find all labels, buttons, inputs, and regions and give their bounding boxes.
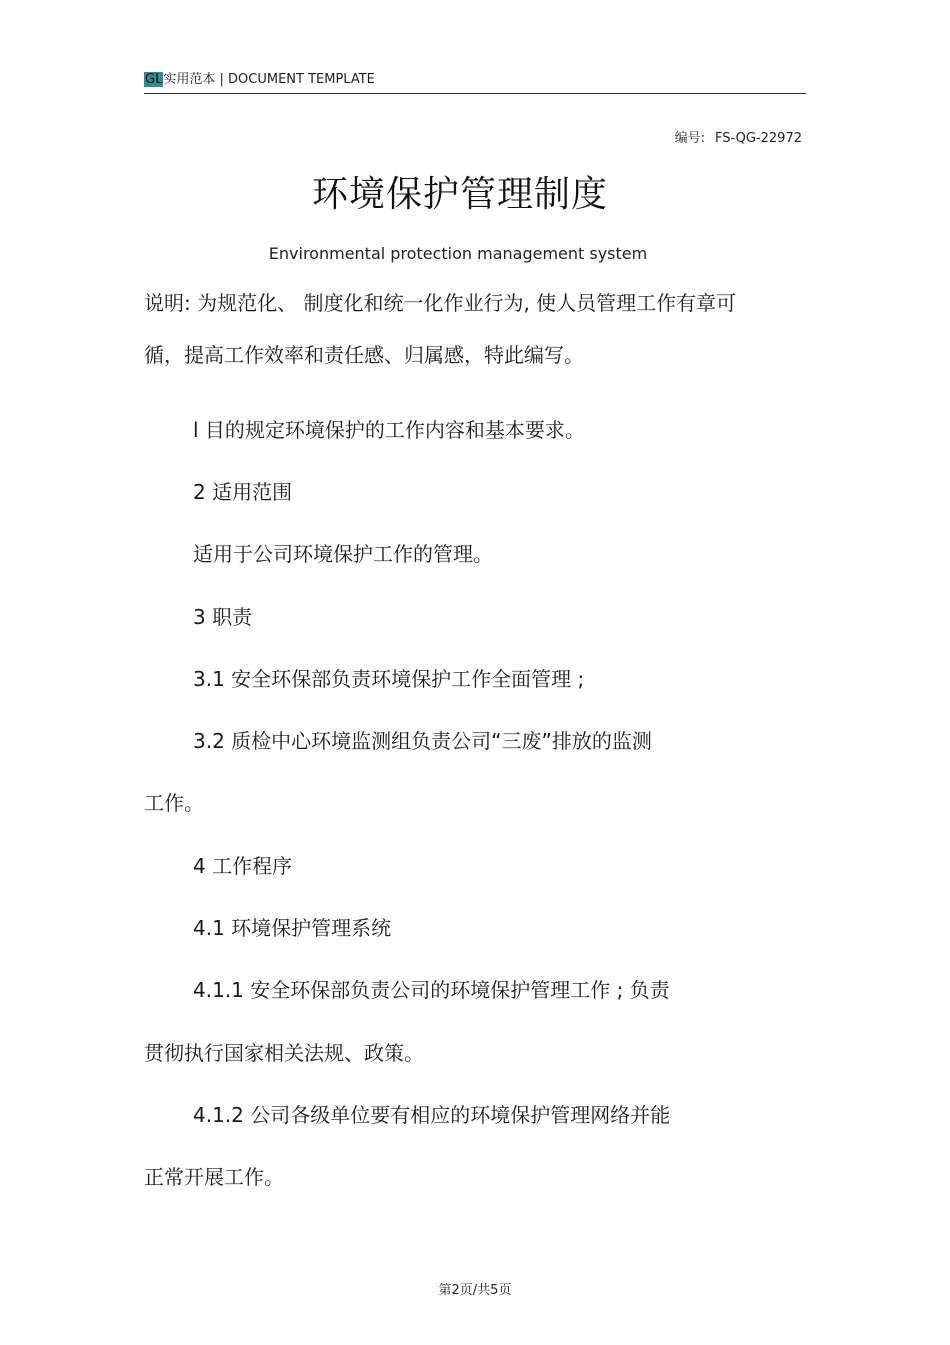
section-2-heading: 2 适用范围 — [193, 480, 293, 504]
section-2-text: 适用于公司环境保护工作的管理。 — [193, 542, 493, 566]
document-number-value: FS-QG-22972 — [714, 131, 802, 146]
section-4-1-2-line-1: 4.1.2 公司各级单位要有相应的环境保护管理网络并能 — [193, 1103, 671, 1127]
intro-line-2: 循，提高工作效率和责任感、归属感，特此编写。 — [144, 343, 584, 367]
section-3-2-line-1: 3.2 质检中心环境监测组负责公司“三废”排放的监测 — [193, 729, 652, 753]
intro-line-1: 说明: 为规范化、 制度化和统一化作业行为, 使人员管理工作有章可 — [144, 291, 737, 315]
document-number — [675, 127, 802, 146]
document-title: 环境保护管理制度 — [311, 174, 608, 215]
section-4-1-1-line-1: 4.1.1 安全环保部负责公司的环境保护管理工作 ; 负责 — [193, 978, 670, 1002]
page-number-footer: 第2页/共5页 — [438, 1283, 512, 1298]
section-1-purpose: l 目的规定环境保护的工作内容和基本要求。 — [193, 418, 585, 442]
header-template-label: DOCUMENT TEMPLATE — [228, 72, 375, 87]
section-3-heading: 3 职责 — [193, 605, 253, 629]
logo-mark: GL — [145, 72, 163, 87]
section-3-1: 3.1 安全环保部负责环境保护工作全面管理 ; — [193, 667, 585, 691]
document-subtitle: Environmental protection management system — [268, 244, 648, 263]
section-4-1: 4.1 环境保护管理系统 — [193, 916, 392, 940]
section-4-1-1-line-2: 贯彻执行国家相关法规、政策。 — [144, 1041, 424, 1065]
header-divider — [144, 93, 806, 94]
document-number-label: 编号: — [674, 131, 705, 146]
section-3-2-line-2: 工作。 — [144, 791, 204, 815]
section-4-heading: 4 工作程序 — [193, 854, 293, 878]
header-brand: 实用范本 — [163, 72, 216, 87]
section-4-1-2-line-2: 正常开展工作。 — [144, 1165, 284, 1189]
page-header — [144, 71, 375, 89]
header-separator: | — [219, 72, 224, 87]
